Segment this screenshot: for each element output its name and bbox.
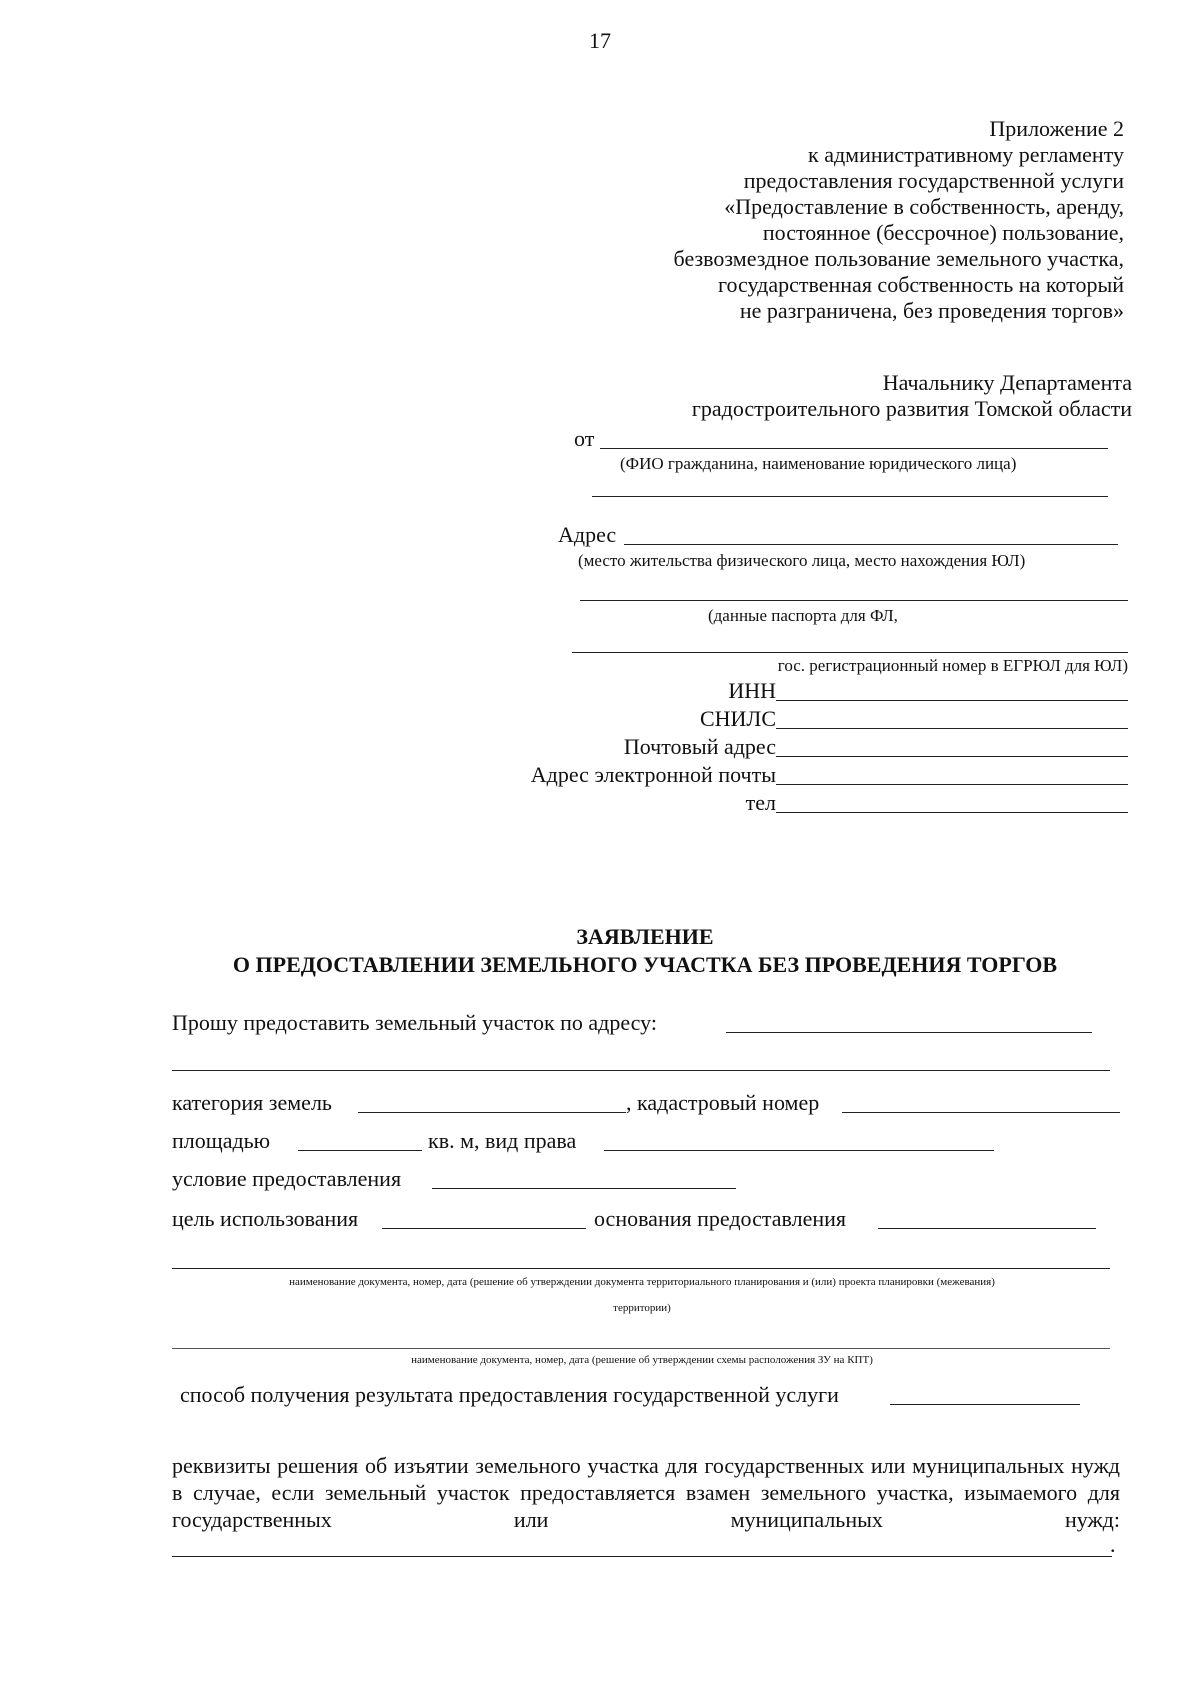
inn-label: ИНН	[728, 678, 776, 703]
appendix-line: предоставления государственной услуги	[743, 168, 1124, 193]
condition-label: условие предоставления	[172, 1166, 402, 1191]
from-label: от	[574, 426, 595, 451]
appendix-line: постоянное (бессрочное) пользование,	[762, 220, 1124, 245]
document-subtitle: О ПРЕДОСТАВЛЕНИИ ЗЕМЕЛЬНОГО УЧАСТКА БЕЗ ПРОВЕДЕНИЯ ТОРГОВ	[232, 952, 1058, 977]
appendix-line: «Предоставление в собственность, аренду,	[724, 194, 1124, 219]
appendix-line: безвозмездное пользование земельного участка,	[673, 246, 1124, 271]
snils-field[interactable]	[776, 728, 1128, 729]
address-hint: (место жительства физического лица, место нахождения ЮЛ)	[578, 551, 1026, 570]
address-request-field-continued[interactable]	[172, 1070, 1110, 1071]
purpose-label: цель использования	[172, 1206, 359, 1231]
snils-label: СНИЛС	[699, 706, 776, 731]
purpose-field[interactable]	[382, 1228, 586, 1229]
result-method-label: способ получения результата предоставления государственной услуги	[180, 1382, 839, 1407]
area-label: площадью	[172, 1128, 271, 1153]
addressee-line-2: градостроительного развития Томской области	[691, 396, 1132, 421]
postal-address-field[interactable]	[776, 756, 1128, 757]
address-request-field[interactable]	[726, 1032, 1092, 1033]
end-dot: .	[1110, 1532, 1116, 1557]
basis-label: основания предоставления	[594, 1206, 847, 1231]
cadastral-label: , кадастровый номер	[626, 1090, 820, 1115]
cadastral-field[interactable]	[842, 1112, 1120, 1113]
passport-field[interactable]	[580, 600, 1128, 601]
postal-label: Почтовый адрес	[623, 734, 776, 759]
appendix-line: Приложение 2	[989, 116, 1124, 141]
address-field[interactable]	[624, 544, 1118, 545]
appendix-heading	[524, 116, 1124, 324]
document-2-hint: наименование документа, номер, дата (решение об утверждении схемы расположения ЗУ на КПТ)	[411, 1354, 873, 1366]
appendix-line: к административному регламенту	[808, 142, 1124, 167]
appendix-line: не разграничена, без проведения торгов»	[739, 298, 1124, 323]
passport-hint: (данные паспорта для ФЛ,	[708, 606, 898, 625]
category-label: категория земель	[172, 1090, 332, 1115]
egrul-field[interactable]	[572, 652, 1128, 653]
fio-field-continued[interactable]	[592, 496, 1108, 497]
egrul-hint: гос. регистрационный номер в ЕГРЮЛ для ЮЛ)	[777, 656, 1128, 675]
fio-field[interactable]	[600, 448, 1108, 449]
right-type-field[interactable]	[604, 1150, 994, 1151]
page-number: 17	[589, 28, 611, 53]
requisites-text: реквизиты решения об изъятии земельного участка для государственных или муниципальных нужд в случае, если земельный участок предоставляется взамен земельного участка, изымаемого для государственных или муниципальных нужд:	[172, 1453, 1120, 1532]
document-1-field[interactable]	[172, 1268, 1110, 1269]
condition-field[interactable]	[432, 1188, 736, 1189]
category-field[interactable]	[358, 1112, 626, 1113]
area-field[interactable]	[298, 1150, 422, 1151]
phone-field[interactable]	[776, 812, 1128, 813]
result-method-field[interactable]	[890, 1404, 1080, 1405]
addressee-line-1: Начальнику Департамента	[882, 370, 1132, 395]
document-1-hint: наименование документа, номер, дата (решение об утверждении документа территориального планирования и (или) проекта планировки (межевания)	[289, 1276, 995, 1288]
requisites-field[interactable]	[172, 1556, 1112, 1557]
email-label: Адрес электронной почты	[530, 762, 776, 787]
email-field[interactable]	[776, 784, 1128, 785]
inn-field[interactable]	[776, 700, 1128, 701]
fio-hint: (ФИО гражданина, наименование юридического лица)	[620, 454, 1017, 473]
document-2-field[interactable]	[172, 1348, 1110, 1349]
document-1-hint-continued: территории)	[613, 1302, 671, 1314]
address-label: Адрес	[558, 522, 617, 547]
document-title: ЗАЯВЛЕНИЕ	[576, 924, 714, 949]
sqm-label: кв. м, вид права	[428, 1128, 577, 1153]
addressee	[532, 370, 1132, 422]
basis-field[interactable]	[878, 1228, 1096, 1229]
appendix-line: государственная собственность на который	[718, 272, 1124, 297]
phone-label: тел	[745, 790, 776, 815]
request-text: Прошу предоставить земельный участок по адресу:	[172, 1010, 657, 1035]
